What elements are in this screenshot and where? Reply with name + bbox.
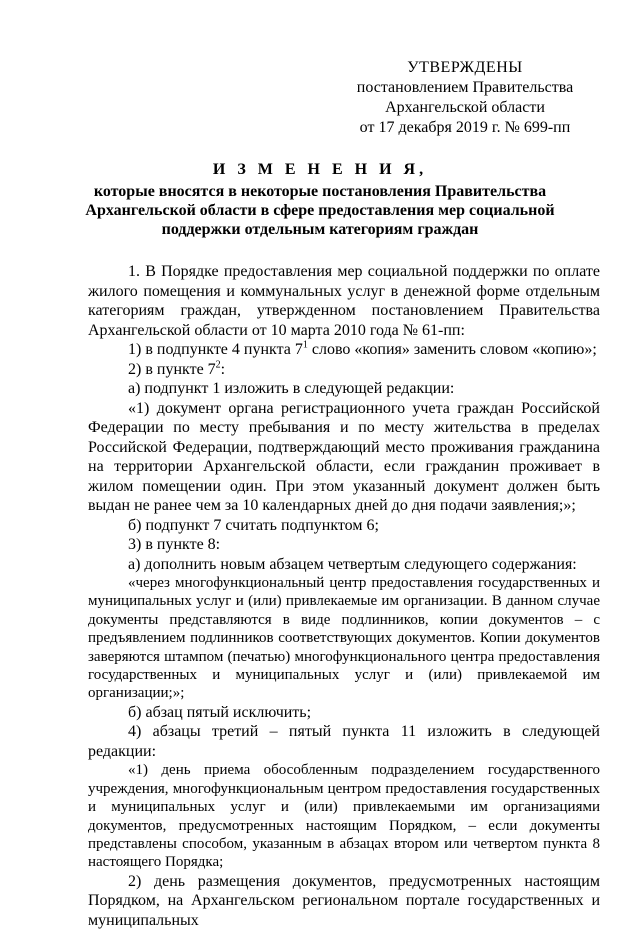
paragraph (88, 360, 600, 380)
superscript: 1 (302, 339, 308, 351)
paragraph: «через многофункциональный центр предоставления государственных и муниципальных услуг и (или) привлекаемые им организации. В данном случае документы представляются в виде подлинников, копии документов – с предъявлением подлинников соответствующих документов. Копии документов заверяются штампом (печатью) многофункционального центра предоставления государственных и муниципальных услуг и (или) привлекаемой им организации;»; (88, 575, 600, 702)
paragraph: б) абзац пятый исключить; (128, 703, 312, 721)
superscript: 2 (215, 359, 221, 371)
title-line: поддержки отдельным категориям граждан (161, 221, 479, 238)
paragraph: «1) день приема обособленным подразделением государственного учреждения, многофункциональным центром предоставления государственных и муниципальных услуг и (или) привлекаемыми им организациями документов, предусмотренных настоящим Порядком, – если документы представлены способом, указанным в абзацах втором или четвертом пункта 8 настоящего Порядка; (88, 762, 600, 871)
approval-heading: УТВЕРЖДЕНЫ (407, 59, 523, 76)
paragraph-text: 1) в подпункте 4 пункта 7 (128, 341, 303, 358)
approval-line: Архангельской области (385, 99, 545, 116)
approval-line: от 17 декабря 2019 г. № 699-пп (359, 119, 571, 136)
paragraph: а) подпункт 1 изложить в следующей редакции: (128, 380, 455, 397)
title-line: Архангельской области в сфере предоставления мер социальной (85, 202, 555, 219)
title-line: которые вносятся в некоторые постановления Правительства (93, 183, 547, 200)
document-body (88, 262, 600, 930)
paragraph: 2) день размещения документов, предусмотренных настоящим Порядком, на Архангельском региональном портале государственных и муниципальных (88, 872, 600, 929)
paragraph: 4) абзацы третий – пятый пункта 11 изложить в следующей редакции: (88, 723, 600, 760)
paragraph-text: 2) в пункте 7 (128, 360, 216, 378)
paragraph: а) дополнить новым абзацем четвертым следующего содержания: (128, 555, 577, 573)
approval-line: постановлением Правительства (356, 79, 574, 96)
paragraph: «1) документ органа регистрационного учета граждан Российской Федерации по месту пребывания и по месту жительства в пределах Российской Федерации, подтверждающий место проживания гражданина на территории Архангельской области, если гражданин проживает в жилом помещении один. При этом указанный документ должен быть выдан не ранее чем за 10 календарных дней до дня подачи заявления;»; (88, 399, 600, 514)
paragraph-text: слово «копия» заменить словом «копию»; (307, 341, 597, 358)
paragraph-text: : (220, 360, 226, 378)
approval-block (340, 58, 590, 138)
paragraph: 3) в пункте 8: (128, 536, 221, 553)
title-main: И З М Е Н Е Н И Я, (212, 161, 428, 178)
document-title (60, 160, 580, 239)
paragraph: 1. В Порядке предоставления мер социальной поддержки по оплате жилого помещения и коммунальных услуг в денежной форме отдельным категориям граждан, утвержденном постановлением Правительства Архангельской области от 10 марта 2010 года № 61-пп: (88, 263, 600, 339)
paragraph (88, 340, 600, 360)
paragraph: б) подпункт 7 считать подпунктом 6; (128, 516, 379, 534)
